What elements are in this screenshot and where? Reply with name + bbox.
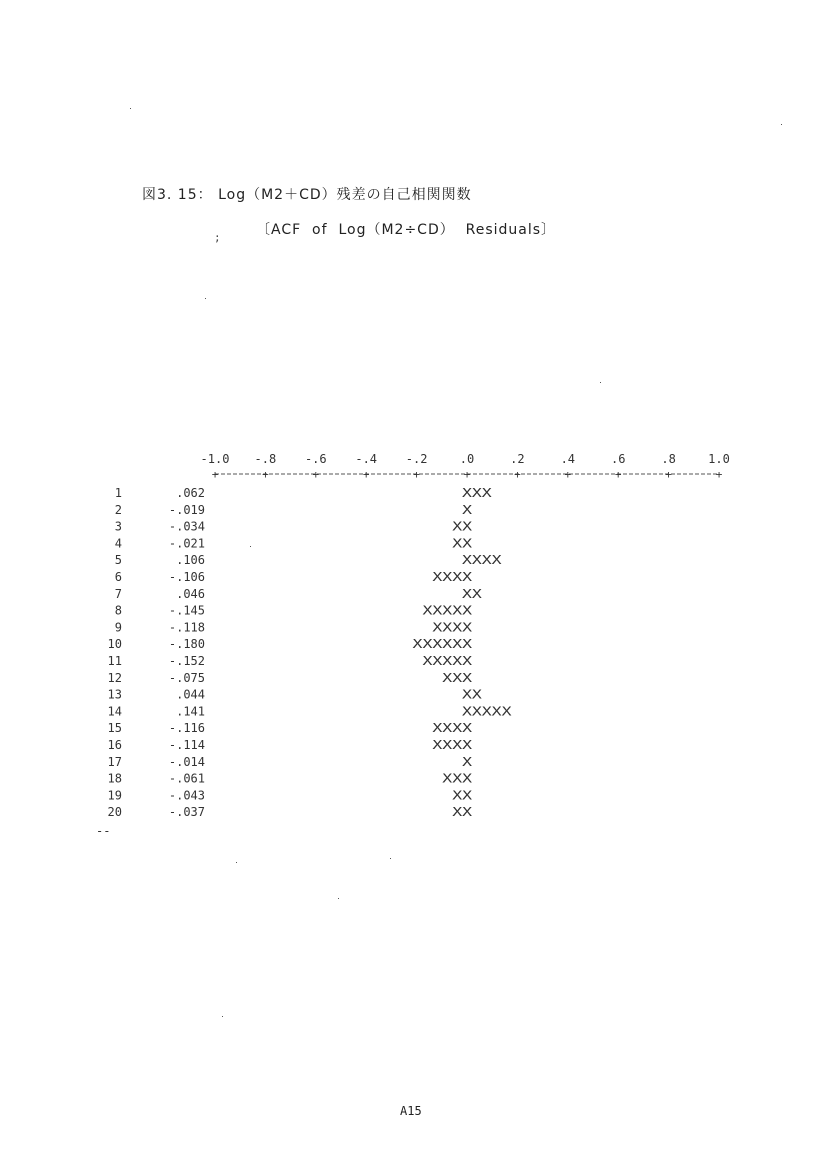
- lag-label: 7: [114, 586, 122, 601]
- figure-subtitle: 〔ACF of Log（M2÷CD） Residuals〕: [256, 222, 557, 238]
- lag-label: 11: [107, 654, 122, 668]
- value-label: -.021: [168, 536, 205, 551]
- lag-label: 12: [107, 670, 122, 685]
- value-label: -.114: [168, 738, 205, 752]
- axis-tick-plus: +: [211, 468, 219, 481]
- acf-bar: XX: [452, 519, 474, 534]
- value-label: -.145: [168, 603, 205, 618]
- acf-bar: XX: [461, 586, 483, 601]
- value-label: -.061: [168, 771, 205, 786]
- lag-label: 1: [114, 486, 122, 500]
- lag-label: 4: [114, 536, 122, 551]
- acf-bar: XXXXX: [422, 654, 474, 668]
- value-label: -.043: [168, 788, 205, 803]
- lag-label: 10: [107, 637, 122, 652]
- x-tick-label: .8: [661, 452, 676, 466]
- axis-tick-plus: +: [614, 468, 622, 481]
- acf-bar: XXXX: [432, 738, 474, 752]
- stray-mark: ;: [214, 231, 221, 244]
- lag-label: 14: [107, 704, 122, 719]
- x-tick-label: 1.0: [708, 452, 730, 466]
- axis-tick-plus: +: [312, 468, 320, 481]
- lag-label: 9: [114, 620, 122, 635]
- axis-tick-plus: +: [715, 468, 723, 481]
- lag-label: 6: [114, 570, 122, 584]
- end-marker: --: [96, 824, 111, 838]
- lag-label: 8: [114, 603, 122, 618]
- x-tick-label: .2: [510, 452, 525, 466]
- lag-label: 16: [107, 738, 122, 752]
- lag-label: 20: [107, 805, 122, 820]
- value-label: -.019: [168, 502, 205, 517]
- acf-bar: XX: [452, 788, 474, 803]
- lag-label: 17: [107, 754, 122, 769]
- acf-bar: XXXX: [432, 620, 474, 635]
- x-tick-label: -.6: [304, 452, 327, 466]
- acf-bar: X: [462, 502, 474, 517]
- axis-tick-plus: +: [413, 468, 420, 481]
- value-label: .044: [176, 687, 205, 702]
- lag-label: 18: [107, 771, 122, 786]
- x-tick-label: -.8: [254, 452, 277, 466]
- value-label: -.034: [168, 519, 205, 534]
- x-tick-label: -.2: [405, 452, 428, 466]
- acf-bar: XX: [461, 687, 483, 702]
- acf-bar: XXX: [442, 771, 474, 786]
- acf-bar: XXXX: [432, 721, 474, 736]
- value-label: -.180: [168, 637, 205, 652]
- lag-label: 2: [114, 502, 122, 517]
- acf-bar: XXX: [442, 670, 474, 685]
- page-number: A15: [400, 1104, 422, 1118]
- value-label: .141: [176, 704, 205, 719]
- acf-bar: XX: [452, 536, 474, 551]
- value-label: -.106: [168, 570, 205, 584]
- lag-label: 3: [114, 519, 122, 534]
- axis-tick-plus: +: [665, 468, 672, 481]
- value-label: -.014: [168, 754, 205, 769]
- x-tick-label: .6: [610, 452, 626, 466]
- x-tick-label: -.4: [355, 452, 378, 466]
- lag-label: 13: [107, 687, 122, 702]
- acf-bar: X: [462, 754, 474, 769]
- lag-label: 19: [107, 788, 122, 803]
- value-label: -.116: [168, 721, 205, 736]
- value-label: -.037: [168, 805, 205, 820]
- acf-bar: XXXXX: [422, 603, 474, 618]
- axis-tick-plus: +: [463, 468, 471, 481]
- acf-bar: XXX: [461, 486, 493, 500]
- axis-tick-plus: +: [362, 468, 370, 481]
- acf-bar: XXXXX: [461, 704, 513, 719]
- value-label: -.118: [168, 620, 205, 635]
- x-tick-label: .4: [560, 452, 576, 466]
- axis-tick-plus: +: [262, 468, 269, 481]
- axis-tick-plus: +: [564, 468, 572, 481]
- value-label: .046: [176, 586, 205, 601]
- acf-bar: XX: [452, 805, 474, 820]
- axis-tick-plus: +: [514, 468, 521, 481]
- lag-label: 5: [114, 553, 122, 568]
- acf-bar: XXXXXX: [412, 637, 474, 652]
- x-tick-label: -1.0: [200, 452, 230, 466]
- value-label: -.075: [168, 670, 205, 685]
- lag-label: 15: [107, 721, 122, 736]
- value-label: .062: [176, 486, 205, 500]
- acf-bar: XXXX: [432, 570, 474, 584]
- acf-bar: XXXX: [461, 553, 503, 568]
- x-tick-label: .0: [459, 452, 475, 466]
- value-label: -.152: [168, 654, 205, 668]
- figure-title: 図3. 15： Log（M2＋CD）残差の自己相関関数: [142, 187, 472, 203]
- value-label: .106: [176, 553, 205, 568]
